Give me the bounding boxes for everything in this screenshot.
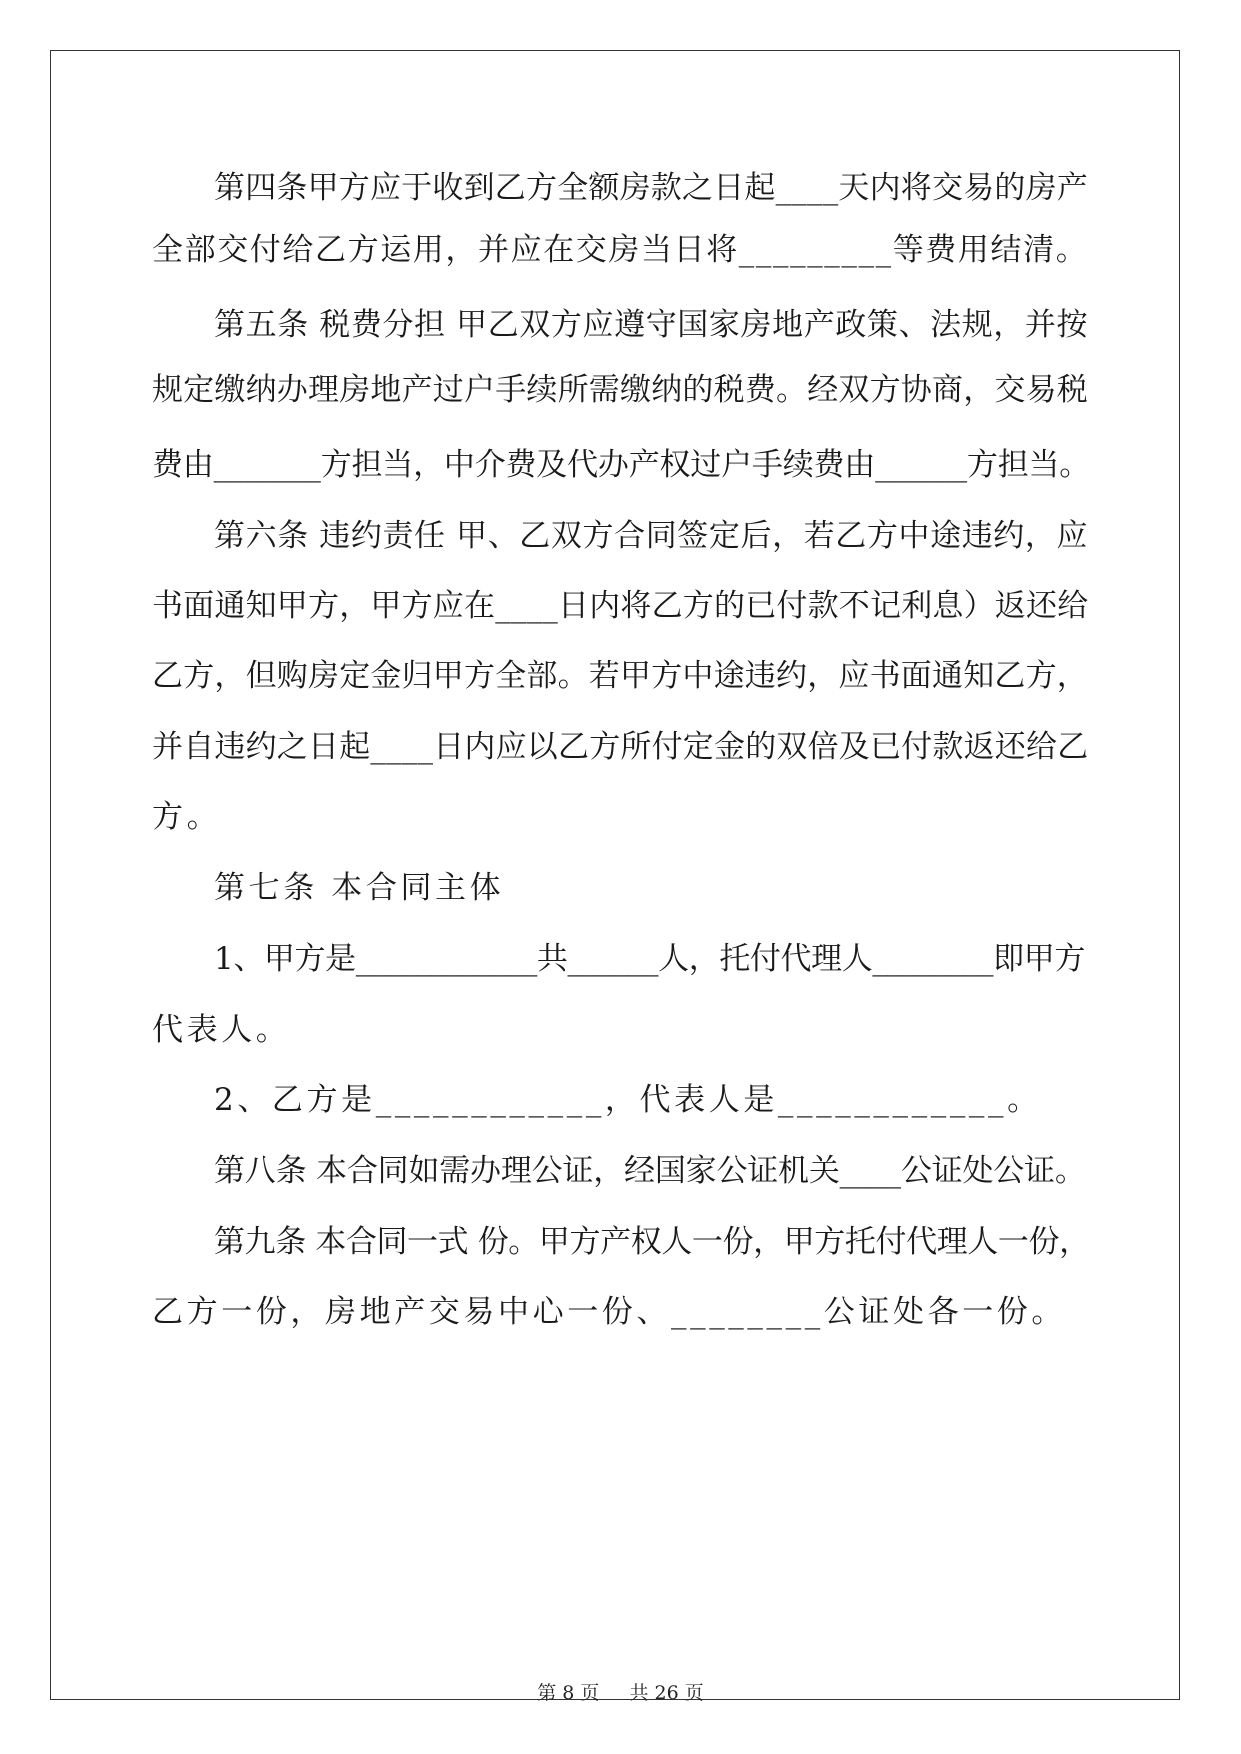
text-line: 书面通知甲方，甲方应在____日内将乙方的已付款不记利息）返还给 [152, 588, 1089, 624]
text-line: 并自违约之日起____日内应以乙方所付定金的双倍及已付款返还给乙 [152, 729, 1089, 765]
page-number: 第 8 页 [537, 1682, 600, 1704]
text-line: 乙方一份，房地产交易中心一份、________公证处各一份。 [152, 1294, 1066, 1330]
text-line: 规定缴纳办理房地产过户手续所需缴纳的税费。经双方协商，交易税 [152, 372, 1088, 408]
text-line: 第六条 违约责任 甲、乙双方合同签定后，若乙方中途违约，应 [214, 518, 1089, 554]
text-line: 代表人。 [152, 1012, 291, 1048]
text-line: 第七条 本合同主体 [214, 870, 505, 906]
text-line: 2、乙方是____________，代表人是____________。 [214, 1082, 1042, 1118]
text-line: 第五条 税费分担 甲乙双方应遵守国家房地产政策、法规，并按 [214, 307, 1089, 343]
text-line: 第八条 本合同如需办理公证，经国家公证机关____公证处公证。 [214, 1153, 1086, 1189]
page-total: 共 26 页 [629, 1682, 704, 1704]
text-line: 费由_______方担当，中介费及代办产权过户手续费由______方担当。 [152, 447, 1091, 483]
text-line: 方。 [152, 799, 222, 835]
page-footer [0, 1681, 1241, 1705]
text-line: 全部交付给乙方运用，并应在交房当日将_________等费用结清。 [152, 232, 1089, 268]
text-line: 1、甲方是____________共______人，托付代理人________即甲方 [214, 941, 1085, 977]
text-line: 第四条甲方应于收到乙方全额房款之日起____天内将交易的房产 [214, 170, 1088, 206]
text-line: 乙方，但购房定金归甲方全部。若甲方中途违约，应书面通知乙方， [152, 658, 1088, 694]
text-line: 第九条 本合同一式 份。甲方产权人一份，甲方托付代理人一份， [214, 1224, 1090, 1260]
